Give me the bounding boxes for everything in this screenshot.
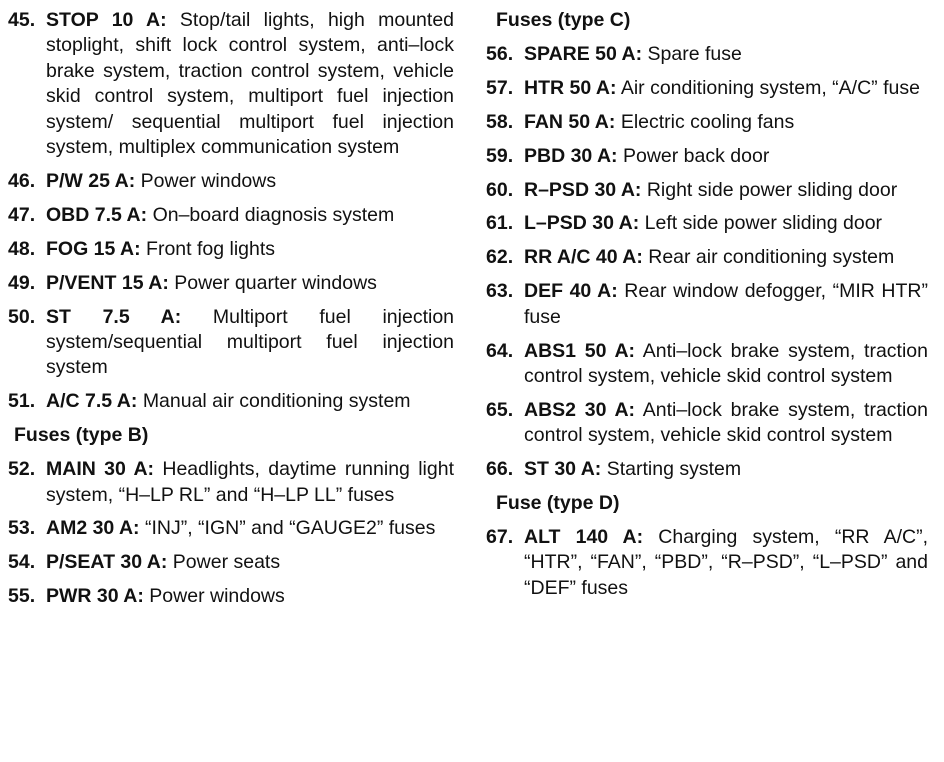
entry-number: 54. <box>8 551 36 574</box>
fuse-entry-49 <box>8 271 454 296</box>
section-heading-type-b: Fuses (type B) <box>14 424 149 447</box>
fuse-code: AM2 30 A: <box>46 517 140 540</box>
fuse-entry-53 <box>8 516 454 541</box>
fuse-entry-50 <box>8 305 454 381</box>
fuse-code: R–PSD 30 A: <box>524 178 642 201</box>
entry-number: 55. <box>8 585 36 608</box>
fuse-description: Front fog lights <box>146 237 276 260</box>
section-heading-type-c: Fuses (type C) <box>496 9 631 31</box>
fuse-description: Power back door <box>622 144 770 167</box>
entry-text <box>524 245 928 270</box>
fuse-code: FAN 50 A: <box>524 110 616 133</box>
fuse-entry-45 <box>8 8 454 160</box>
fuse-description: Stop/tail lights, high mounted stoplight, shift lock control system, anti–lock brake system, traction control system, vehicle skid control system, multiport fuel injection system/ sequential multiport fuel injection system, multiplex communication system <box>46 9 455 159</box>
fuse-entry-60 <box>486 178 928 203</box>
entry-text <box>524 279 928 330</box>
fuse-description: Electric cooling fans <box>620 110 795 133</box>
fuse-description: Anti–lock brake system, traction control system, vehicle skid control system <box>524 398 928 447</box>
fuse-code: ALT 140 A: <box>524 526 644 548</box>
entry-text <box>524 178 928 203</box>
entry-text <box>46 305 454 381</box>
entry-text <box>46 203 454 228</box>
fuse-entry-62 <box>486 245 928 270</box>
fuse-description: Air conditioning system, “A/C” fuse <box>620 76 920 99</box>
entry-number: 51. <box>8 390 36 413</box>
fuse-description: “INJ”, “IGN” and “GAUGE2” fuses <box>144 517 436 540</box>
fuse-entry-47 <box>8 203 454 228</box>
entry-number: 47. <box>8 203 36 226</box>
entry-text <box>46 169 454 194</box>
fuse-entry-48 <box>8 237 454 262</box>
entry-number: 58. <box>486 110 514 133</box>
left-column <box>8 8 454 618</box>
entry-number: 63. <box>486 280 514 303</box>
fuse-entry-64 <box>486 339 928 390</box>
entry-text <box>46 237 454 262</box>
fuse-description: Rear window defogger, “MIR HTR” fuse <box>524 280 928 328</box>
fuse-entry-59 <box>486 144 928 169</box>
entry-text <box>524 398 928 449</box>
entry-number: 57. <box>486 76 514 99</box>
fuse-description: Power seats <box>172 551 281 574</box>
fuse-code: ST 7.5 A: <box>46 305 182 328</box>
entry-number: 53. <box>8 517 36 540</box>
fuse-entry-55 <box>8 584 454 609</box>
entry-number: 67. <box>486 526 514 548</box>
section-heading-type-d: Fuse (type D) <box>496 492 620 515</box>
fuse-code: A/C 7.5 A: <box>46 390 138 413</box>
fuse-code: P/VENT 15 A: <box>46 271 169 294</box>
entry-text <box>524 144 928 169</box>
fuse-description: Left side power sliding door <box>644 212 883 235</box>
entry-text <box>46 457 454 508</box>
fuse-entry-57 <box>486 76 928 101</box>
entry-text <box>524 211 928 236</box>
entry-number: 56. <box>486 42 514 65</box>
entry-text <box>46 389 454 414</box>
fuse-code: PWR 30 A: <box>46 585 144 608</box>
fuse-description: Manual air conditioning system <box>142 390 411 413</box>
fuse-code: L–PSD 30 A: <box>524 212 640 235</box>
fuse-entry-65 <box>486 398 928 449</box>
entry-number: 52. <box>8 458 36 481</box>
fuse-description: Spare fuse <box>647 42 742 65</box>
fuse-entry-46 <box>8 169 454 194</box>
fuse-code: ST 30 A: <box>524 458 602 481</box>
fuse-code: HTR 50 A: <box>524 76 617 99</box>
fuse-entry-66 <box>486 457 928 482</box>
fuse-description: Anti–lock brake system, traction control system, vehicle skid control system <box>524 339 928 387</box>
fuse-code: DEF 40 A: <box>524 280 618 303</box>
entry-text <box>524 76 928 101</box>
entry-text <box>46 584 454 609</box>
fuse-code: OBD 7.5 A: <box>46 203 148 226</box>
entry-number: 50. <box>8 305 36 328</box>
fuse-description: Power windows <box>140 169 277 192</box>
fuse-description: Starting system <box>606 458 742 481</box>
entry-number: 48. <box>8 237 36 260</box>
entry-text <box>46 516 454 541</box>
fuse-code: P/W 25 A: <box>46 169 136 192</box>
fuse-entry-67 <box>486 525 928 601</box>
entry-number: 45. <box>8 9 36 31</box>
fuse-code: SPARE 50 A: <box>524 42 643 65</box>
fuse-description: Charging system, “RR A/C”, “HTR”, “FAN”, “PBD”, “R–PSD”, “L–PSD” and “DEF” fuses <box>524 526 928 599</box>
entry-number: 59. <box>486 144 514 167</box>
entry-number: 49. <box>8 271 36 294</box>
entry-number: 64. <box>486 339 514 362</box>
fuse-code: MAIN 30 A: <box>46 458 155 481</box>
entry-text <box>524 110 928 135</box>
entry-text <box>524 42 928 67</box>
entry-text <box>46 8 454 160</box>
fuse-code: ABS2 30 A: <box>524 398 636 421</box>
fuse-description: Rear air conditioning system <box>648 246 895 269</box>
fuse-description: Power windows <box>149 585 285 608</box>
entry-text <box>46 550 454 575</box>
fuse-description: Headlights, daytime running light system, “H–LP RL” and “H–LP LL” fuses <box>46 458 454 506</box>
right-column <box>486 8 928 610</box>
fuse-description: On–board diagnosis system <box>152 203 395 226</box>
entry-number: 65. <box>486 398 514 421</box>
fuse-entry-51 <box>8 389 454 414</box>
fuse-code: P/SEAT 30 A: <box>46 551 168 574</box>
fuse-code: STOP 10 A: <box>46 9 167 31</box>
fuse-code: FOG 15 A: <box>46 237 141 260</box>
entry-number: 60. <box>486 178 514 201</box>
fuse-entry-54 <box>8 550 454 575</box>
fuse-description: Right side power sliding door <box>646 178 898 201</box>
fuse-description: Multiport fuel injection system/sequential multiport fuel injection system <box>46 305 455 379</box>
fuse-description: Power quarter windows <box>174 271 377 294</box>
fuse-entry-61 <box>486 211 928 236</box>
entry-number: 66. <box>486 458 514 481</box>
entry-text <box>524 525 928 601</box>
entry-text <box>524 457 928 482</box>
fuse-code: PBD 30 A: <box>524 144 618 167</box>
entry-text <box>46 271 454 296</box>
fuse-entry-56 <box>486 42 928 67</box>
entry-number: 61. <box>486 212 514 235</box>
fuse-code: ABS1 50 A: <box>524 339 636 362</box>
fuse-code: RR A/C 40 A: <box>524 246 643 269</box>
fuse-entry-52 <box>8 457 454 508</box>
entry-text <box>524 339 928 390</box>
entry-number: 46. <box>8 169 36 192</box>
fuse-entry-63 <box>486 279 928 330</box>
entry-number: 62. <box>486 246 514 269</box>
fuse-entry-58 <box>486 110 928 135</box>
